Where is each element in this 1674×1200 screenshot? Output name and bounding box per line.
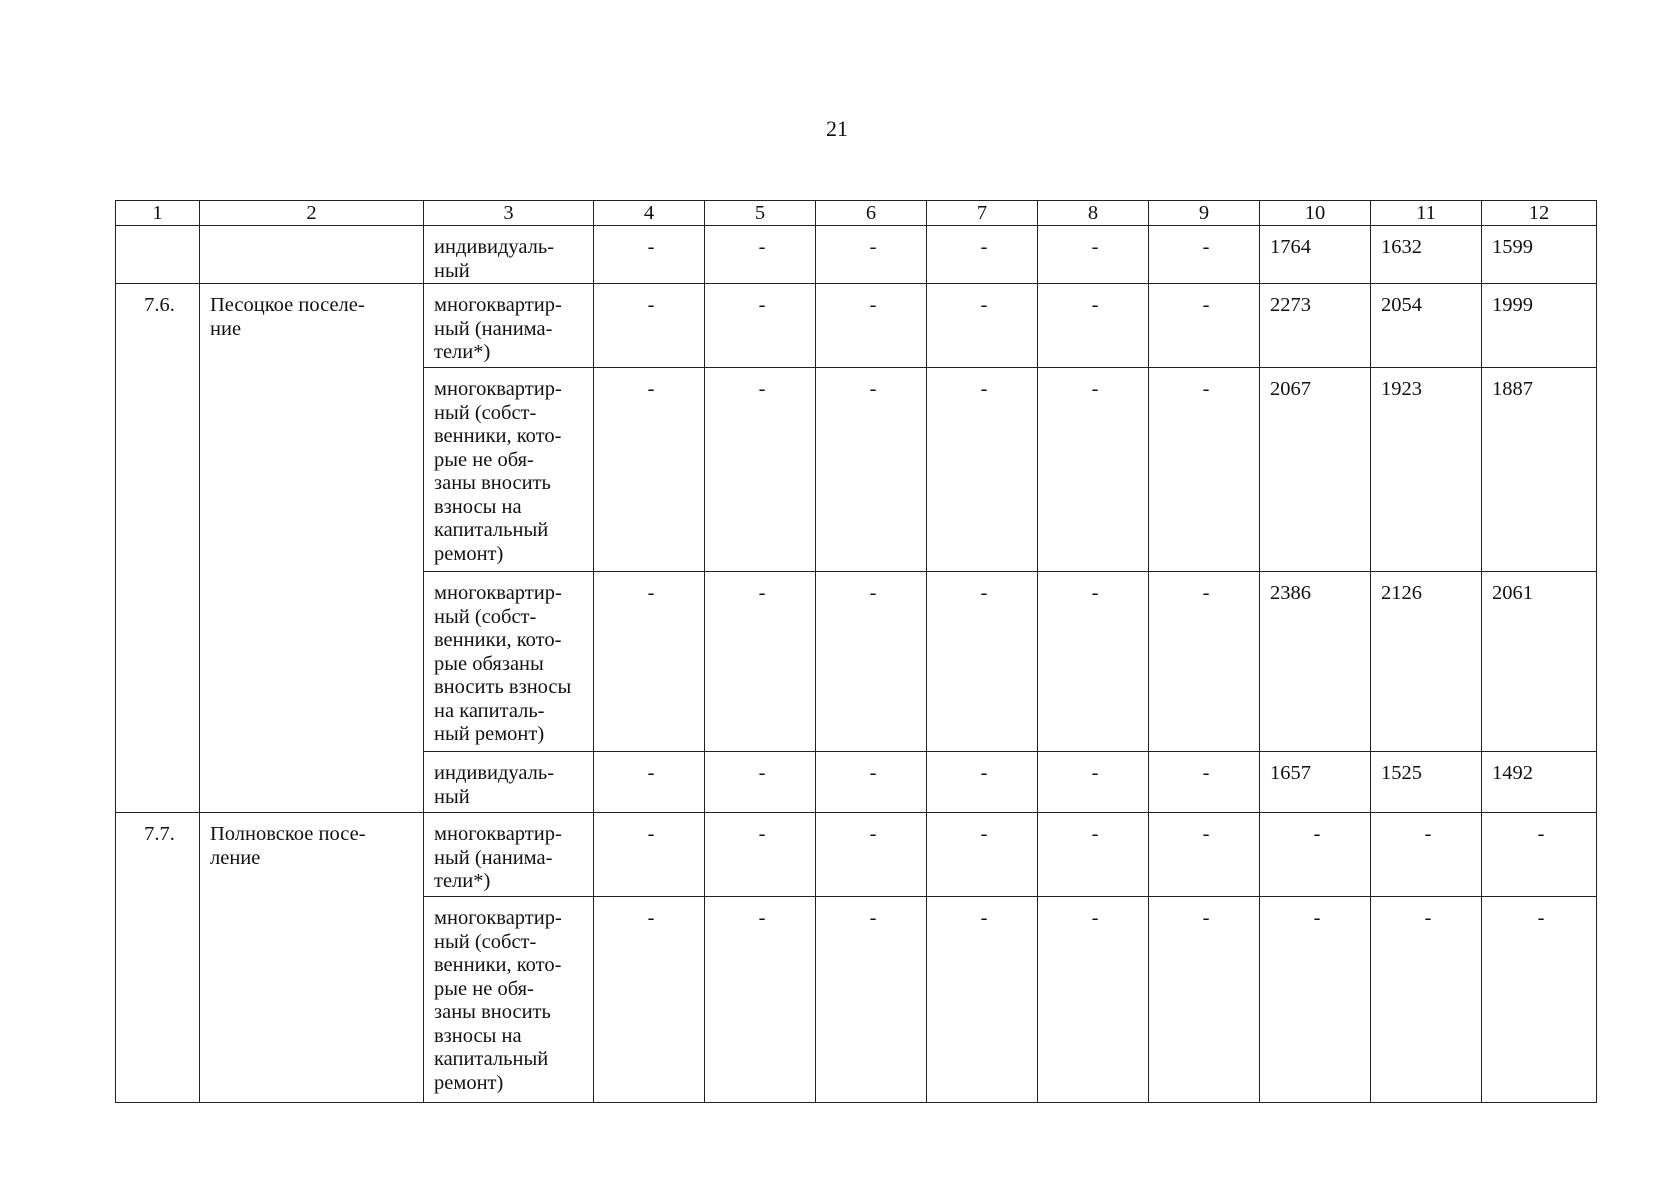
value-cell: - (594, 284, 705, 368)
code-cell: 7.6. (116, 284, 200, 813)
value-cell: - (816, 226, 927, 284)
header-cell: 8 (1038, 201, 1149, 226)
value-cell: 1764 (1260, 226, 1371, 284)
header-cell: 9 (1149, 201, 1260, 226)
value-cell: - (1371, 897, 1482, 1103)
value-cell: - (705, 897, 816, 1103)
housing-type-line: венники, кото- (434, 954, 562, 976)
housing-type-line: индивидуаль- (434, 762, 555, 784)
settlement-line: ние (210, 317, 242, 340)
value-cell: - (1038, 572, 1149, 752)
value-cell: 1657 (1260, 752, 1371, 813)
settlement-line: Полновское посе- (210, 823, 366, 845)
housing-type-line: ный (нанима- (434, 846, 553, 869)
value-cell: 1999 (1482, 284, 1597, 368)
housing-type-line: многоквартир- (434, 294, 562, 316)
value-cell: - (705, 752, 816, 813)
value-cell: - (927, 226, 1038, 284)
value-cell: - (1149, 572, 1260, 752)
housing-type-line: на капиталь- (434, 699, 545, 722)
value-cell: - (816, 813, 927, 897)
header-cell: 2 (200, 201, 424, 226)
housing-type-line: рые не обя- (434, 977, 534, 1000)
value-cell: - (1149, 368, 1260, 572)
header-cell: 7 (927, 201, 1038, 226)
value-cell: - (705, 813, 816, 897)
value-cell: - (594, 752, 705, 813)
value-cell: - (816, 572, 927, 752)
housing-type-cell (424, 752, 594, 813)
housing-type-line: ный (нанима- (434, 317, 553, 340)
value-cell: - (1149, 284, 1260, 368)
header-cell: 1 (116, 201, 200, 226)
housing-type-line: ный (434, 259, 470, 282)
housing-type-cell (424, 813, 594, 897)
table-row (116, 226, 1597, 284)
settlement-line: ление (210, 846, 261, 869)
housing-type-line: многоквартир- (434, 582, 562, 604)
housing-type-cell (424, 897, 594, 1103)
value-cell: - (594, 572, 705, 752)
value-cell: - (927, 752, 1038, 813)
value-cell: - (927, 368, 1038, 572)
housing-type-line: взносы на (434, 495, 522, 518)
settlement-cell (200, 226, 424, 284)
housing-type-line: тели*) (434, 341, 491, 363)
value-cell: - (1038, 226, 1149, 284)
housing-type-cell (424, 572, 594, 752)
value-cell: - (927, 897, 1038, 1103)
value-cell: - (1038, 897, 1149, 1103)
header-row (116, 201, 1597, 226)
value-cell: - (705, 226, 816, 284)
housing-type-cell (424, 284, 594, 368)
housing-type-line: ный ремонт) (434, 723, 545, 745)
value-cell: - (816, 284, 927, 368)
page-number: 21 (826, 116, 848, 141)
value-cell: - (927, 572, 1038, 752)
value-cell: - (816, 752, 927, 813)
value-cell: - (1038, 284, 1149, 368)
housing-type-line: венники, кото- (434, 629, 562, 651)
value-cell: 1887 (1482, 368, 1597, 572)
housing-type-line: венники, кото- (434, 425, 562, 447)
value-cell: - (1149, 226, 1260, 284)
value-cell: 1525 (1371, 752, 1482, 813)
housing-type-line: ный (собст- (434, 401, 537, 424)
housing-type-line: капитальный (434, 1048, 549, 1070)
value-cell: - (1038, 752, 1149, 813)
value-cell: - (1482, 813, 1597, 897)
value-cell: - (1149, 813, 1260, 897)
value-cell: - (594, 226, 705, 284)
housing-type-line: заны вносить (434, 472, 551, 494)
value-cell: 2067 (1260, 368, 1371, 572)
housing-type-line: ремонт) (434, 1071, 504, 1094)
header-cell: 3 (424, 201, 594, 226)
settlement-cell (200, 284, 424, 813)
housing-type-cell (424, 226, 594, 284)
header-cell: 4 (594, 201, 705, 226)
housing-type-line: ный (434, 785, 470, 808)
housing-type-line: вносить взносы (434, 676, 572, 698)
housing-type-line: заны вносить (434, 1001, 551, 1023)
housing-type-line: ный (собст- (434, 605, 537, 628)
value-cell: - (1260, 813, 1371, 897)
value-cell: - (594, 813, 705, 897)
settlement-cell (200, 813, 424, 1103)
value-cell: - (816, 368, 927, 572)
value-cell: - (1260, 897, 1371, 1103)
housing-type-cell (424, 368, 594, 572)
housing-type-line: ремонт) (434, 542, 504, 565)
tariff-table (115, 200, 1597, 1103)
value-cell: 2061 (1482, 572, 1597, 752)
housing-type-line: рые обязаны (434, 652, 544, 675)
housing-type-line: взносы на (434, 1024, 522, 1047)
value-cell: - (1149, 897, 1260, 1103)
housing-type-line: многоквартир- (434, 907, 562, 929)
value-cell: 1923 (1371, 368, 1482, 572)
value-cell: - (1482, 897, 1597, 1103)
header-cell: 11 (1371, 201, 1482, 226)
housing-type-line: рые не обя- (434, 448, 534, 471)
value-cell: - (705, 284, 816, 368)
value-cell: 1599 (1482, 226, 1597, 284)
value-cell: - (1038, 813, 1149, 897)
code-cell (116, 226, 200, 284)
value-cell: - (1038, 368, 1149, 572)
header-cell: 5 (705, 201, 816, 226)
housing-type-line: многоквартир- (434, 823, 562, 845)
value-cell: - (1371, 813, 1482, 897)
value-cell: - (705, 368, 816, 572)
value-cell: 2273 (1260, 284, 1371, 368)
value-cell: - (705, 572, 816, 752)
housing-type-line: многоквартир- (434, 378, 562, 400)
table-row (116, 813, 1597, 897)
value-cell: - (927, 813, 1038, 897)
value-cell: 1492 (1482, 752, 1597, 813)
housing-type-line: капитальный (434, 519, 549, 541)
housing-type-line: тели*) (434, 870, 491, 892)
header-cell: 10 (1260, 201, 1371, 226)
code-cell: 7.7. (116, 813, 200, 1103)
value-cell: - (594, 897, 705, 1103)
table-row (116, 284, 1597, 368)
value-cell: 2126 (1371, 572, 1482, 752)
value-cell: 1632 (1371, 226, 1482, 284)
value-cell: - (927, 284, 1038, 368)
header-cell: 6 (816, 201, 927, 226)
value-cell: - (1149, 752, 1260, 813)
header-cell: 12 (1482, 201, 1597, 226)
value-cell: - (594, 368, 705, 572)
housing-type-line: индивидуаль- (434, 236, 555, 258)
housing-type-line: ный (собст- (434, 930, 537, 953)
value-cell: - (816, 897, 927, 1103)
value-cell: 2054 (1371, 284, 1482, 368)
value-cell: 2386 (1260, 572, 1371, 752)
settlement-line: Песоцкое поселе- (210, 294, 365, 316)
